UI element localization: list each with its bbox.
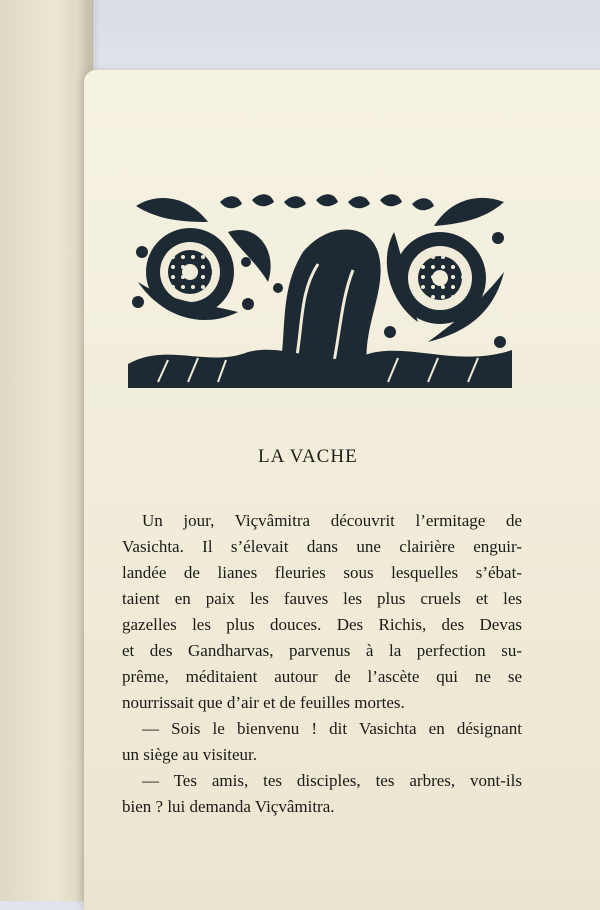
text-line: bien ? lui demanda Viçvâmitra. <box>122 797 335 816</box>
chapter-title: LA VACHE <box>258 446 358 467</box>
text-line: — Sois le bienvenu ! dit Vasichta en désignant <box>142 719 522 738</box>
body-paragraph <box>122 508 522 820</box>
floral-woodcut-icon <box>128 192 512 388</box>
text-line: un siège au visiteur. <box>122 745 258 764</box>
text-line: landée de lianes fleuries sous lesquelles s’ébat- <box>122 563 522 582</box>
text-line: gazelles les plus douces. Des Richis, des Devas <box>122 615 522 634</box>
text-line: nourrissait que d’air et de feuilles mortes. <box>122 693 405 712</box>
text-line: taient en paix les fauves les plus cruels et les <box>122 589 522 608</box>
text-line: Un jour, Viçvâmitra découvrit l’ermitage de <box>142 511 522 530</box>
text-line: prême, méditaient autour de l’ascète qui ne se <box>122 667 522 686</box>
text-line: et des Gandharvas, parvenus à la perfection su- <box>122 641 522 660</box>
text-line: — Tes amis, tes disciples, tes arbres, vont-ils <box>142 771 522 790</box>
text-line: Vasichta. Il s’élevait dans une clairière enguir- <box>122 537 522 556</box>
